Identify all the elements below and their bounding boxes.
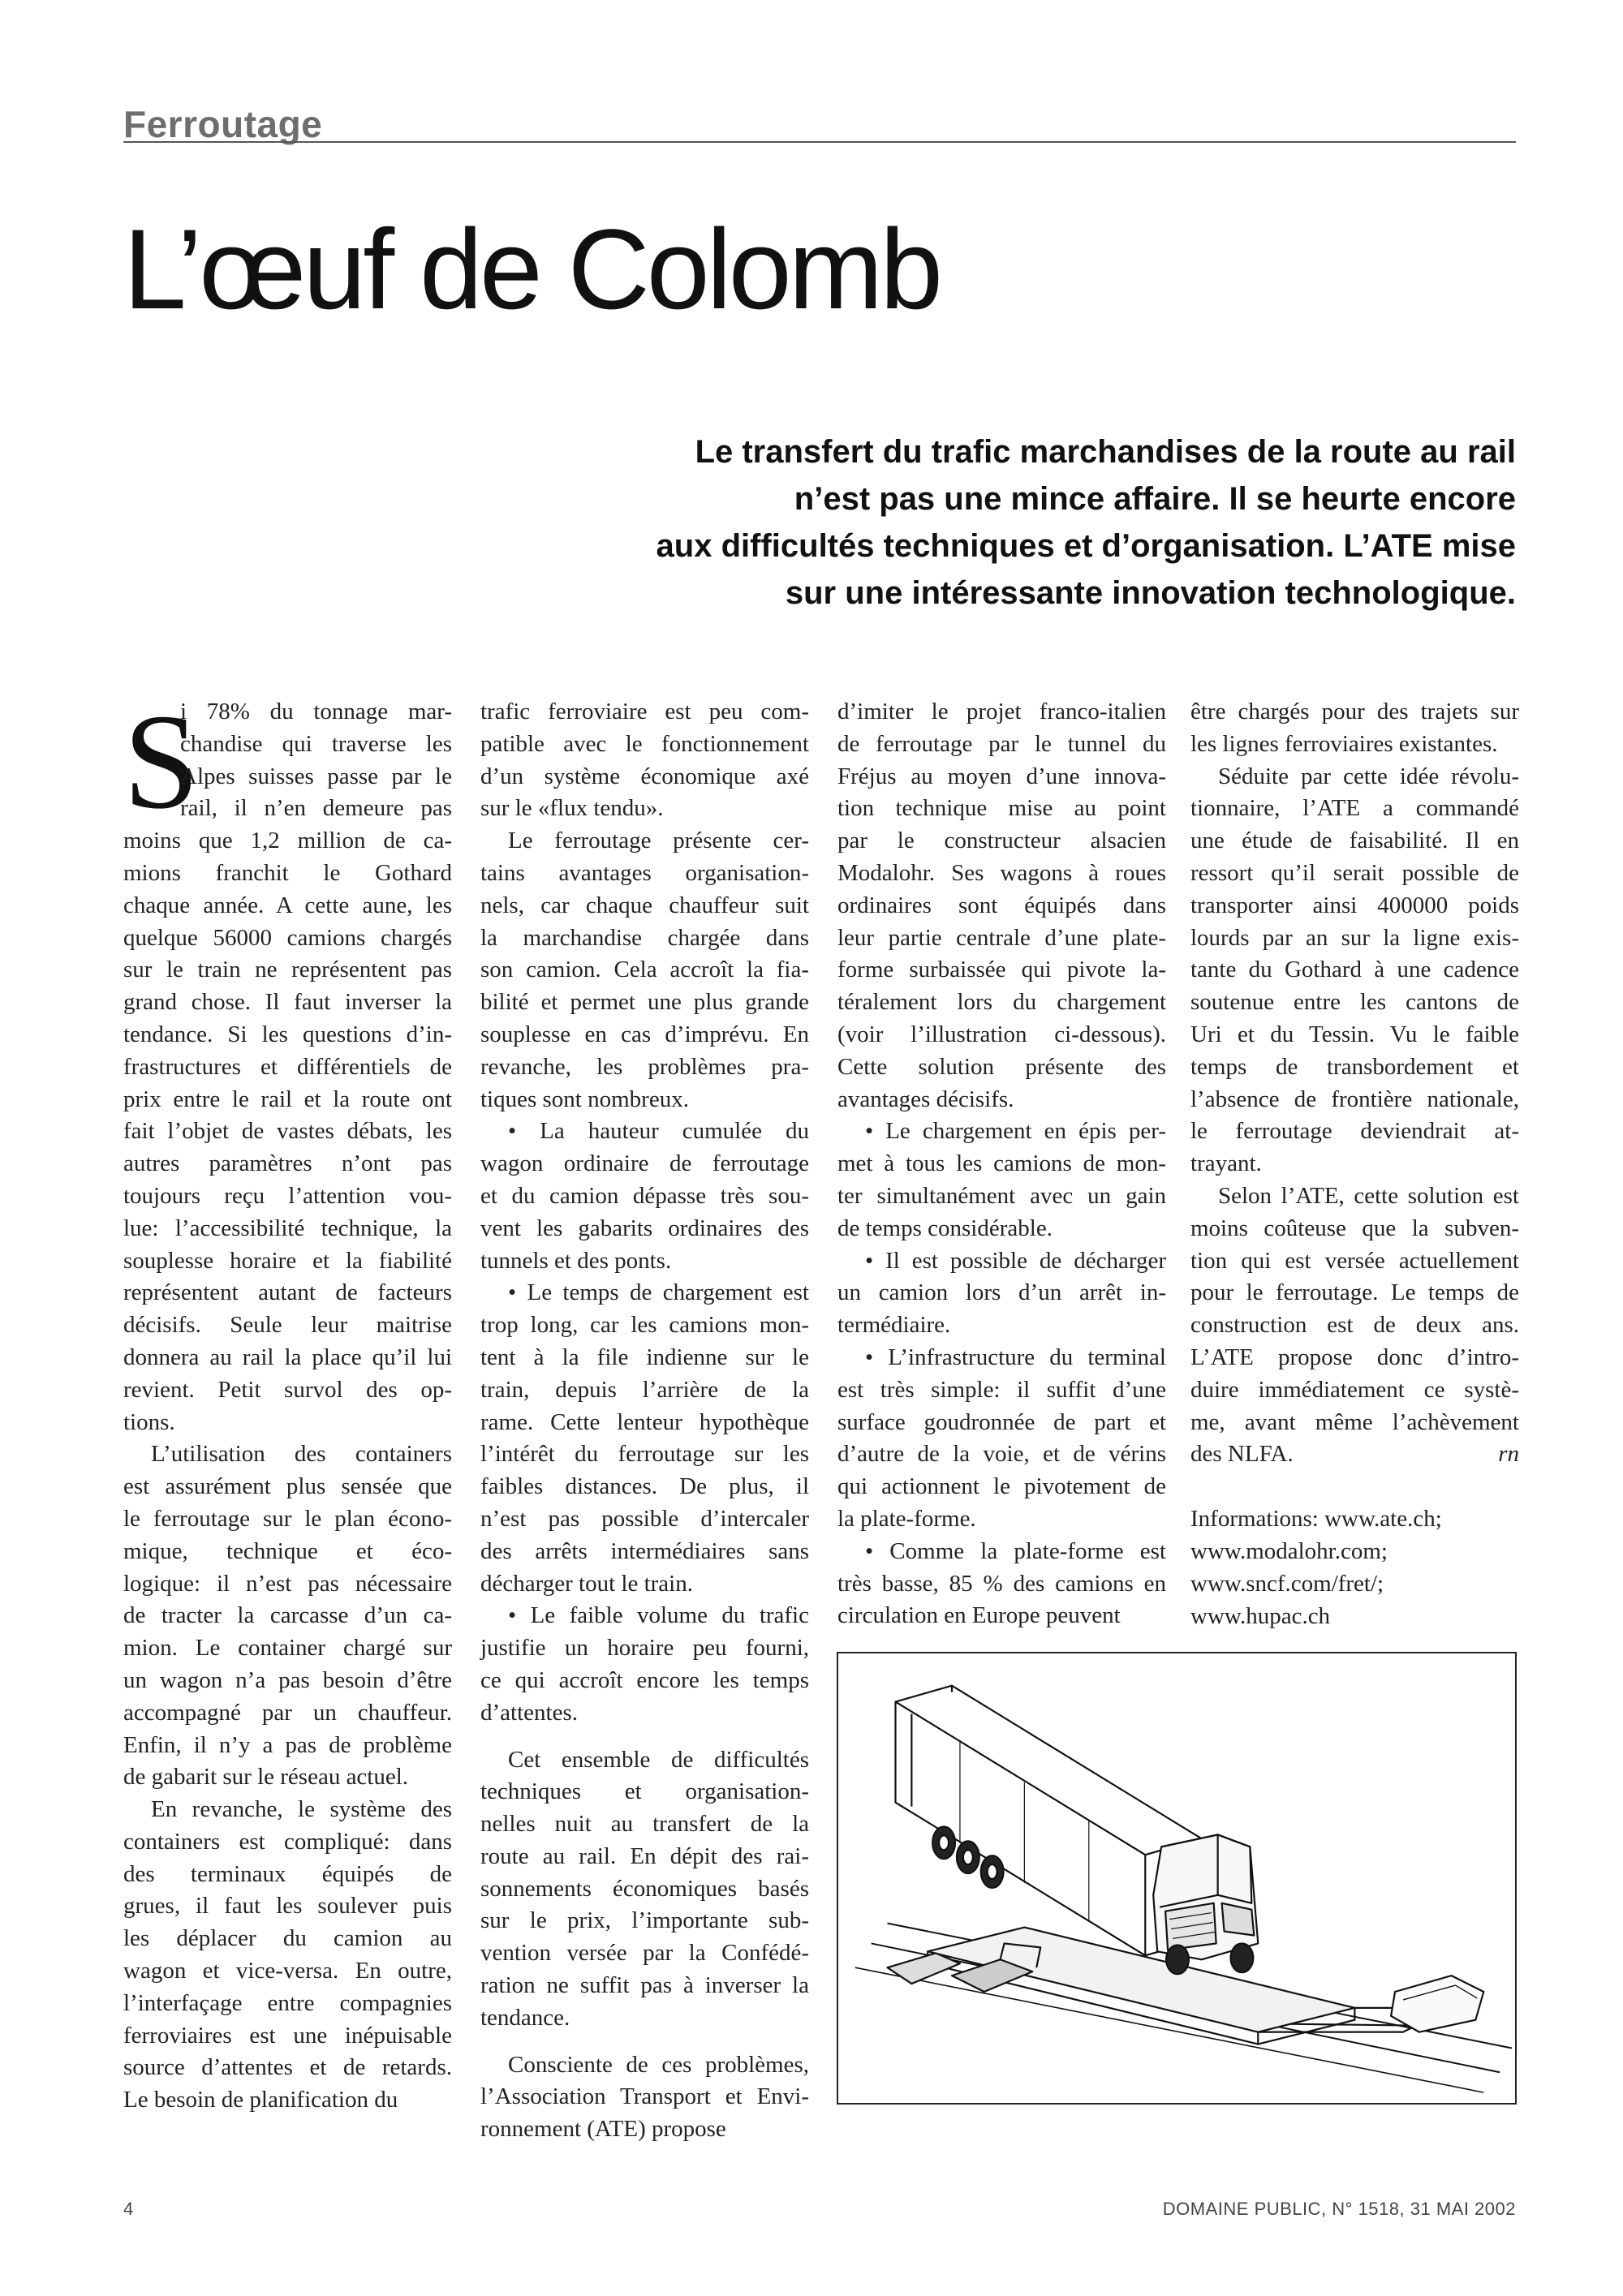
text-line: chaque année. A cette aune, les — [123, 892, 452, 918]
text-line: frastructures et différentiels de — [123, 1053, 452, 1080]
text-line: bilité et permet une plus grande — [480, 989, 809, 1016]
text-line: ronnement (ATE) propose — [480, 2116, 726, 2143]
text-line: Cette solution présente des — [837, 1053, 1166, 1080]
text-line: rame. Cette lenteur hypothèque — [480, 1408, 809, 1435]
rubric-divider — [123, 141, 1516, 143]
article-lead — [519, 428, 1516, 617]
text-line: n’est pas possible d’intercaler — [480, 1505, 809, 1532]
info-link[interactable]: www.hupac.ch — [1190, 1602, 1331, 1629]
text-line: met à tous les camions de mon- — [837, 1150, 1166, 1177]
text-line: Selon l’ATE, cette solution est — [1218, 1182, 1519, 1209]
text-line: train, depuis l’arrière de la — [480, 1376, 809, 1403]
text-line: • Le faible volume du trafic — [508, 1602, 809, 1629]
text-line: les lignes ferroviaires existantes. — [1190, 730, 1498, 757]
text-line: leur partie centrale d’une plate- — [837, 924, 1166, 951]
text-line: ordinaires sont équipés dans — [837, 892, 1166, 918]
text-line: d’attentes. — [480, 1699, 578, 1726]
text-line: tante du Gothard à une cadence — [1190, 957, 1519, 983]
text-line: trop long, car les camions mon- — [480, 1312, 809, 1339]
text-line: • Comme la plate-forme est — [865, 1537, 1166, 1564]
text-line: forme surbaissée qui pivote la- — [837, 957, 1166, 983]
text-line: tions. — [123, 1408, 175, 1435]
text-line: circulation en Europe peuvent — [837, 1602, 1121, 1629]
text-line: d’un système économique axé — [480, 763, 809, 789]
text-line: patible avec le fonctionnement — [480, 730, 809, 757]
text-line: (voir l’illustration ci-dessous). — [837, 1021, 1166, 1047]
info-link[interactable]: Informations: www.ate.ch; — [1190, 1506, 1442, 1533]
text-line: me, avant même l’achèvement — [1190, 1408, 1519, 1435]
text-line: pour le ferroutage. Le temps de — [1190, 1279, 1519, 1306]
text-line: Enfin, il n’y a pas de problème — [123, 1731, 452, 1758]
text-line: chandise qui traverse les — [180, 730, 452, 757]
text-line: En revanche, le système des — [151, 1796, 452, 1823]
text-line: donnera au rail la place qu’il lui — [123, 1344, 452, 1370]
text-line: tendance. — [480, 2004, 570, 2031]
text-line: techniques et organisation- — [480, 1778, 809, 1805]
text-line: wagon et vice-versa. En outre, — [123, 1958, 452, 1984]
text-line: toujours reçu l’attention vou- — [123, 1182, 452, 1209]
text-line: l’interfaçage entre compagnies — [123, 1989, 452, 2016]
text-line: Le besoin de planification du — [123, 2087, 398, 2113]
text-line: tendance. Si les questions d’in- — [123, 1021, 452, 1047]
text-line: sur le train ne représentent pas — [123, 957, 452, 983]
text-line: sur le «flux tendu». — [480, 795, 664, 822]
text-line: tion technique mise au point — [837, 795, 1166, 822]
text-line: vention versée par la Confédé- — [480, 1940, 809, 1967]
text-line: Alpes suisses passe par le — [180, 763, 452, 789]
text-line: être chargés pour des trajets sur — [1190, 699, 1519, 724]
column-3 — [837, 696, 1166, 1632]
text-line: des arrêts intermédiaires sans — [480, 1537, 809, 1564]
text-line: tent à la file indienne sur le — [480, 1344, 809, 1370]
text-line: source d’attentes et de retards. — [123, 2054, 452, 2081]
text-line: décharger tout le train. — [480, 1570, 693, 1597]
text-line: décisifs. Seule leur maitrise — [123, 1312, 452, 1339]
text-line: de tracter la carcasse d’un ca- — [123, 1602, 452, 1629]
text-line: lourds par an sur la ligne exis- — [1190, 924, 1519, 951]
text-line: trayant. — [1190, 1150, 1262, 1177]
text-line: logique: il n’est pas nécessaire — [123, 1570, 452, 1597]
text-line: représentent autant de facteurs — [123, 1279, 452, 1306]
article-title: L’œuf de Colomb — [123, 205, 941, 333]
text-line: tion qui est versée actuellement — [1190, 1247, 1519, 1274]
text-line: mion. Le container chargé sur — [123, 1635, 452, 1662]
text-line: l’absence de frontière nationale, — [1190, 1086, 1519, 1112]
page-number: 4 — [123, 2199, 134, 2219]
text-line: duire immédiatement ce systè- — [1190, 1376, 1519, 1403]
text-line: la marchandise chargée dans — [480, 924, 809, 951]
text-line: très basse, 85 % des camions en — [837, 1570, 1166, 1597]
text-line: ce qui accroît encore les temps — [480, 1666, 809, 1693]
text-line: de ferroutage par le tunnel du — [837, 730, 1166, 757]
text-line: un wagon n’a pas besoin d’être — [123, 1666, 452, 1693]
text-line: autres paramètres n’ont pas — [123, 1150, 452, 1177]
text-line: est très simple: il suffit d’une — [837, 1376, 1166, 1403]
text-line: son camion. Cela accroît la fia- — [480, 957, 809, 983]
text-line: revanche, les problèmes pra- — [480, 1053, 809, 1080]
text-line: d’autre de la voie, et de vérins — [837, 1441, 1166, 1468]
text-line: revient. Petit survol des op- — [123, 1376, 452, 1403]
text-line: Le ferroutage présente cer- — [508, 828, 809, 854]
publication-info: DOMAINE PUBLIC, N° 1518, 31 MAI 2002 — [1162, 2199, 1516, 2219]
text-line: • Le chargement en épis per- — [865, 1118, 1166, 1145]
text-line: Consciente de ces problèmes, — [508, 2051, 809, 2078]
author-signature: rn — [1498, 1441, 1519, 1468]
drop-cap: S — [123, 686, 200, 837]
column-1 — [123, 686, 452, 2117]
text-line: • Il est possible de décharger — [865, 1247, 1166, 1274]
section-rubric: Ferroutage — [123, 103, 323, 145]
text-line: i 78% du tonnage mar- — [180, 699, 452, 724]
text-line: une étude de faisabilité. Il en — [1190, 828, 1519, 854]
column-4 — [1190, 696, 1519, 1632]
text-line: justifie un horaire peu fourni, — [480, 1635, 809, 1662]
text-line: Fréjus au moyen d’une innova- — [837, 763, 1166, 789]
text-line: téralement lors du chargement — [837, 989, 1166, 1016]
text-line: ferroviaires est une inépuisable — [123, 2022, 452, 2049]
text-line: mions franchit le Gothard — [123, 859, 452, 886]
text-line: d’imiter le projet franco-italien — [837, 699, 1166, 724]
text-line: nels, car chaque chauffeur suit — [480, 892, 809, 918]
text-line: lue: l’accessibilité technique, la — [123, 1215, 452, 1241]
text-line: moins coûteuse que la subven- — [1190, 1215, 1519, 1241]
lead-line: sur une intéressante innovation technologique. — [785, 575, 1516, 611]
text-line: moins que 1,2 million de ca- — [123, 828, 452, 854]
text-line: prix entre le rail et la route ont — [123, 1086, 452, 1112]
info-link[interactable]: www.modalohr.com; — [1190, 1537, 1388, 1564]
text-line: vent les gabarits ordinaires des — [480, 1215, 809, 1241]
text-line: sur le prix, l’importante sub- — [480, 1907, 809, 1934]
text-line: route au rail. En dépit des rai- — [480, 1842, 809, 1869]
text-line: L’ATE propose donc d’intro- — [1190, 1344, 1519, 1370]
text-line: ration ne suffit pas à inverser la — [480, 1972, 809, 1999]
truck-on-pivoting-wagon-illustration — [838, 1653, 1515, 2103]
text-line: • La hauteur cumulée du — [508, 1118, 809, 1145]
text-line: quelque 56000 camions chargés — [123, 924, 452, 951]
text-line: nelles nuit au transfert de la — [480, 1811, 809, 1838]
text-line: l’intérêt du ferroutage sur les — [480, 1441, 809, 1468]
info-links — [1190, 1503, 1519, 1632]
text-line: • Le temps de chargement est — [508, 1279, 809, 1306]
text-line: l’Association Transport et Envi- — [480, 2083, 809, 2110]
text-line: wagon ordinaire de ferroutage — [480, 1150, 809, 1177]
illustration-truck-loading — [837, 1652, 1517, 2105]
text-line: le ferroutage sur le plan écono- — [123, 1505, 452, 1532]
text-line: Uri et du Tessin. Vu le faible — [1190, 1021, 1519, 1047]
text-line: souplesse horaire et la fiabilité — [123, 1247, 452, 1274]
text-line: trafic ferroviaire est peu com- — [480, 699, 809, 724]
text-line: est assurément plus sensée que — [123, 1473, 452, 1500]
text-line: de gabarit sur le réseau actuel. — [123, 1764, 409, 1791]
text-line: et du camion dépasse très sou- — [480, 1182, 809, 1209]
text-line: tionnaire, l’ATE a commandé — [1190, 795, 1519, 822]
text-line: tunnels et des ponts. — [480, 1247, 672, 1274]
text-line: des terminaux équipés de — [123, 1860, 452, 1887]
text-line: fait l’objet de vastes débats, les — [123, 1118, 452, 1145]
text-line: la plate-forme. — [837, 1505, 976, 1532]
text-line: de temps considérable. — [837, 1215, 1053, 1241]
text-line: surface goudronnée de part et — [837, 1408, 1166, 1435]
text-line: qui actionnent le pivotement de — [837, 1473, 1166, 1500]
lead-line: Le transfert du trafic marchandises de la route au rail — [695, 434, 1516, 470]
lead-line: aux difficultés techniques et d’organisation. L’ATE mise — [656, 528, 1516, 564]
text-line: avantages décisifs. — [837, 1086, 1014, 1112]
text-line: soutenue entre les cantons de — [1190, 989, 1519, 1016]
lead-line: n’est pas une mince affaire. Il se heurte encore — [794, 481, 1516, 517]
text-line: un camion lors d’un arrêt in- — [837, 1279, 1166, 1306]
text-line: transporter ainsi 400000 poids — [1190, 892, 1519, 918]
text-line: Cet ensemble de difficultés — [508, 1746, 809, 1773]
text-line: grand chose. Il faut inverser la — [123, 989, 452, 1016]
text-line: par le constructeur alsacien — [837, 828, 1166, 854]
text-line: sonnements économiques basés — [480, 1875, 809, 1902]
text-line: tains avantages organisation- — [480, 859, 809, 886]
text-line: grues, il faut les soulever puis — [123, 1893, 452, 1920]
text-line: les déplacer du camion au — [123, 1925, 452, 1952]
text-line: mique, technique et éco- — [123, 1537, 452, 1564]
text-line: faibles distances. De plus, il — [480, 1473, 809, 1500]
text-line: construction est de deux ans. — [1190, 1312, 1519, 1339]
text-line: le ferroutage deviendrait at- — [1190, 1118, 1519, 1145]
text-line: temps de transbordement et — [1190, 1053, 1519, 1080]
text-line: souplesse en cas d’imprévu. En — [480, 1021, 809, 1047]
text-line: rail, il n’en demeure pas — [180, 795, 452, 822]
text-line: accompagné par un chauffeur. — [123, 1699, 452, 1726]
text-line: ressort qu’il serait possible de — [1190, 859, 1519, 886]
text-line: containers est compliqué: dans — [123, 1828, 452, 1855]
text-line: Séduite par cette idée révolu- — [1218, 763, 1519, 789]
column-2 — [480, 696, 809, 2146]
text-line: Modalohr. Ses wagons à roues — [837, 859, 1166, 886]
text-line: ter simultanément avec un gain — [837, 1182, 1166, 1209]
text-line: • L’infrastructure du terminal — [865, 1344, 1166, 1370]
info-link[interactable]: www.sncf.com/fret/; — [1190, 1570, 1384, 1597]
text-line: L’utilisation des containers — [151, 1441, 452, 1468]
text-line: des NLFA. — [1190, 1441, 1294, 1468]
text-line: tiques sont nombreux. — [480, 1086, 689, 1112]
text-line: termédiaire. — [837, 1312, 951, 1339]
